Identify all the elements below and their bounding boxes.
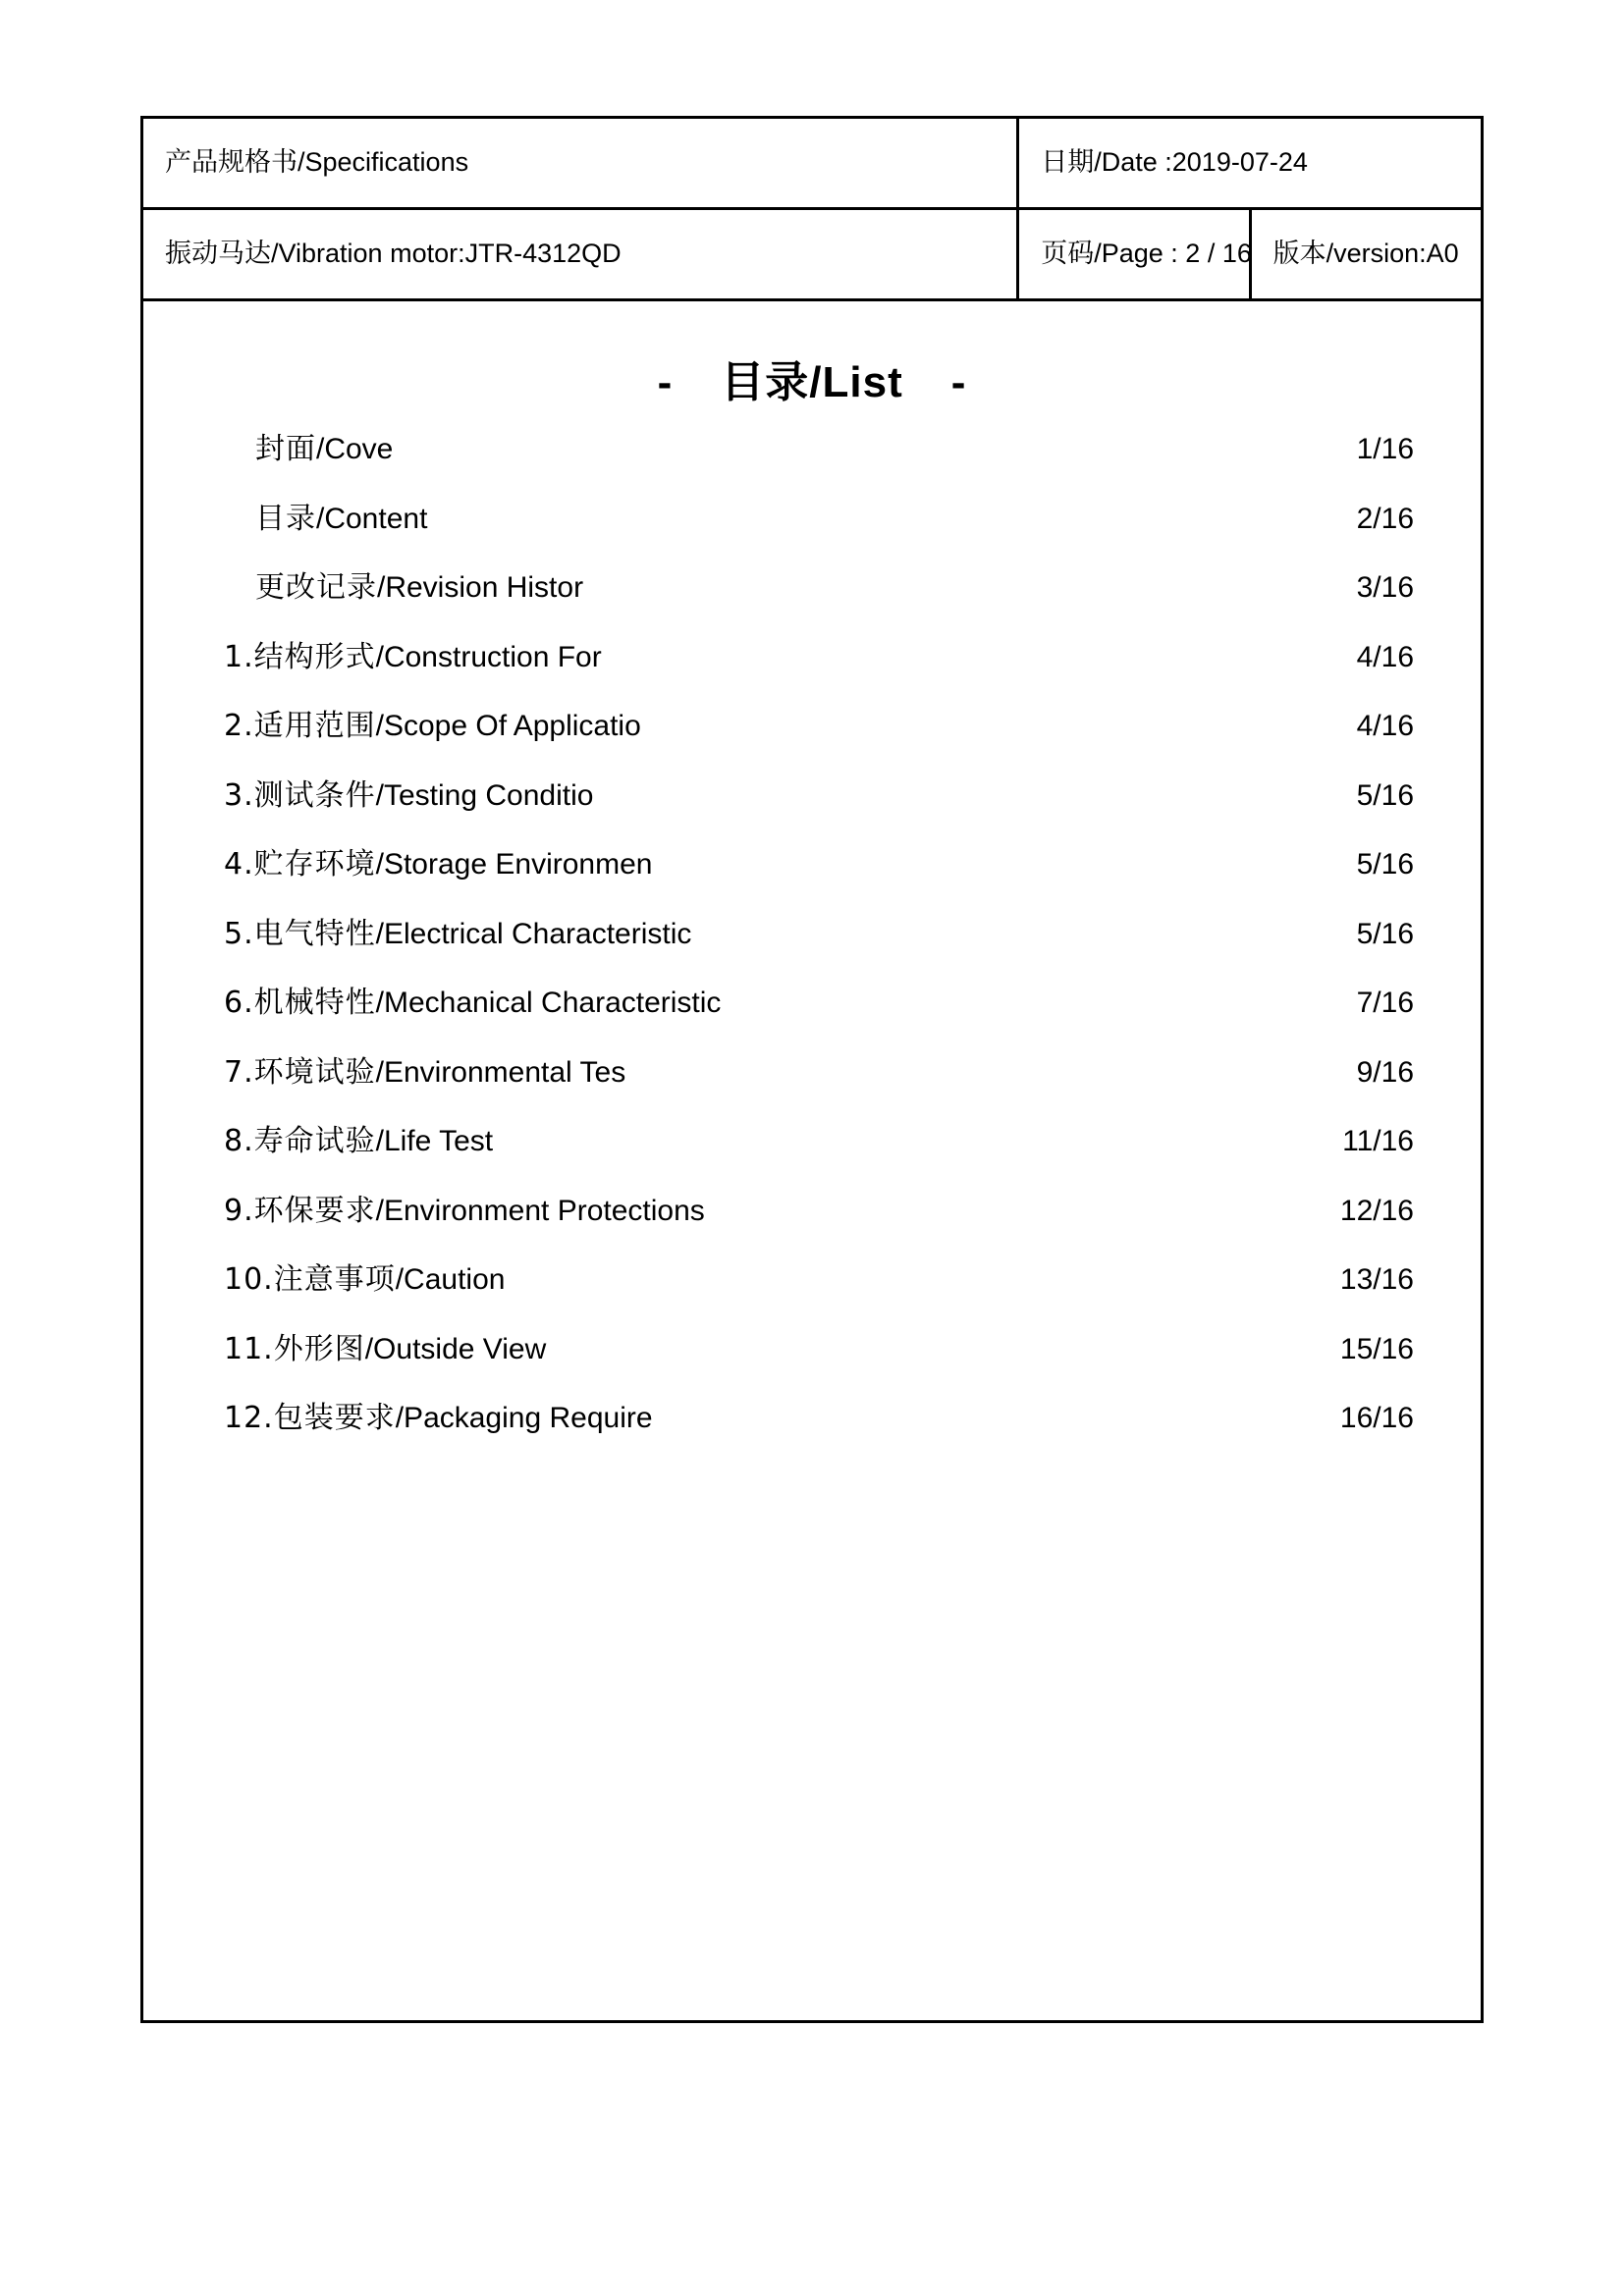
- toc-item-label: [224, 985, 721, 1022]
- toc-item-page-number: 5/16: [1356, 917, 1414, 950]
- doc-type-label-en: /Specifications: [298, 147, 469, 178]
- title-dash-right: -: [950, 358, 967, 406]
- toc-item-label-cjk: 4.贮存环境: [224, 847, 376, 881]
- toc-item-label-cjk: 封面: [255, 432, 316, 466]
- toc-row[interactable]: [200, 485, 1424, 555]
- toc-row[interactable]: [200, 1384, 1424, 1454]
- toc-item-label-en: /Mechanical Characteristic: [375, 987, 722, 1019]
- toc-item-label-en: /Scope Of Applicatio: [375, 710, 641, 742]
- doc-type-label-cjk: 产品规格书: [165, 147, 298, 179]
- page-label-en: /Page : 2 / 16: [1094, 239, 1252, 269]
- toc-item-label-cjk: 12.包装要求: [224, 1401, 396, 1435]
- toc-item-page-number: 4/16: [1356, 710, 1414, 742]
- toc-row[interactable]: [200, 1107, 1424, 1177]
- toc-item-page-number: 15/16: [1339, 1332, 1414, 1365]
- toc-item-label: [224, 1123, 493, 1160]
- toc-item-label: [224, 1400, 653, 1437]
- toc-item-label: [224, 1261, 505, 1299]
- page-title: [200, 347, 1424, 409]
- toc-item-label-cjk: 5.电气特性: [224, 916, 376, 951]
- toc-item-label-cjk: 更改记录: [255, 570, 377, 605]
- toc-row[interactable]: [200, 415, 1424, 485]
- toc-row[interactable]: [200, 900, 1424, 970]
- toc-row[interactable]: [200, 554, 1424, 623]
- toc-item-label: [224, 846, 652, 883]
- toc-item-page-number: 4/16: [1356, 640, 1414, 673]
- document-body: [140, 301, 1484, 2023]
- toc-item-page-number: 7/16: [1356, 987, 1414, 1019]
- toc-item-label-en: /Caution: [395, 1263, 506, 1296]
- document-header-table: [140, 116, 1484, 301]
- toc-item-label: [255, 569, 583, 607]
- toc-item-label-en: /Testing Conditio: [375, 778, 594, 812]
- table-of-contents: [200, 415, 1424, 1454]
- toc-row[interactable]: [200, 692, 1424, 762]
- toc-item-label-en: /Revision Histor: [377, 571, 584, 604]
- toc-item-page-number: 13/16: [1339, 1263, 1414, 1296]
- model-label-en: /Vibration motor:JTR-4312QD: [271, 239, 622, 269]
- version-label-en: /version:A0: [1326, 239, 1459, 269]
- toc-item-label: [224, 1193, 705, 1230]
- title-cjk: 目录: [721, 357, 810, 407]
- toc-row[interactable]: [200, 830, 1424, 900]
- toc-item-page-number: 9/16: [1356, 1055, 1414, 1089]
- toc-row[interactable]: [200, 623, 1424, 693]
- toc-item-label: [224, 777, 593, 815]
- toc-item-label: [255, 501, 427, 538]
- toc-item-label-en: /Packaging Require: [395, 1402, 653, 1434]
- version-label-cjk: 版本: [1272, 239, 1326, 270]
- toc-item-label-cjk: 9.环保要求: [224, 1193, 376, 1228]
- toc-item-label: [255, 431, 393, 468]
- toc-item-page-number: 2/16: [1356, 502, 1414, 535]
- title-en: /List: [809, 358, 903, 406]
- toc-row[interactable]: [200, 969, 1424, 1039]
- toc-item-page-number: 12/16: [1339, 1194, 1414, 1227]
- toc-item-label: [224, 708, 641, 745]
- toc-item-page-number: 16/16: [1339, 1402, 1414, 1434]
- toc-item-label-cjk: 7.环境试验: [224, 1054, 376, 1090]
- toc-item-label-en: /Life Test: [375, 1125, 494, 1157]
- toc-item-label-en: /Construction For: [375, 640, 602, 673]
- date-label-en: /Date :2019-07-24: [1094, 147, 1308, 178]
- toc-item-page-number: 11/16: [1342, 1125, 1414, 1157]
- toc-row[interactable]: [200, 762, 1424, 831]
- header-row-2: [142, 209, 1483, 300]
- toc-item-page-number: 5/16: [1356, 848, 1414, 881]
- toc-item-label-cjk: 2.适用范围: [224, 709, 376, 743]
- document-page: [140, 116, 1484, 1999]
- header-cell-version: [1250, 209, 1482, 300]
- toc-item-label: [224, 1331, 546, 1368]
- header-cell-page: [1018, 209, 1250, 300]
- header-cell-doc-type: [142, 118, 1018, 209]
- toc-item-label: [224, 639, 602, 676]
- toc-item-label-cjk: 3.测试条件: [224, 777, 376, 813]
- toc-row[interactable]: [200, 1177, 1424, 1247]
- toc-row[interactable]: [200, 1246, 1424, 1315]
- toc-item-label: [224, 916, 691, 953]
- toc-item-label-cjk: 8.寿命试验: [224, 1124, 376, 1158]
- toc-item-label-en: /Storage Environmen: [375, 848, 653, 881]
- toc-item-label-cjk: 1.结构形式: [224, 639, 376, 674]
- toc-item-label-cjk: 6.机械特性: [224, 986, 376, 1020]
- toc-item-page-number: 5/16: [1356, 778, 1414, 812]
- toc-item-label-en: /Outside View: [364, 1332, 547, 1365]
- toc-item-label-cjk: 11.外形图: [224, 1331, 365, 1366]
- toc-row[interactable]: [200, 1315, 1424, 1385]
- toc-item-label-en: /Content: [316, 502, 428, 535]
- header-cell-model: [142, 209, 1018, 300]
- page-label-cjk: 页码: [1041, 239, 1095, 270]
- toc-item-label-en: /Environmental Tes: [375, 1055, 626, 1089]
- toc-row[interactable]: [200, 1039, 1424, 1108]
- date-label-cjk: 日期: [1041, 147, 1095, 179]
- toc-item-label-en: /Environment Protections: [375, 1194, 705, 1227]
- header-row-1: [142, 118, 1483, 209]
- title-dash-left: -: [657, 358, 674, 406]
- toc-item-label-en: /Electrical Characteristic: [375, 917, 692, 950]
- toc-item-label-cjk: 目录: [255, 501, 316, 536]
- toc-item-label-en: /Cove: [316, 433, 394, 465]
- toc-item-label-cjk: 10.注意事项: [224, 1262, 396, 1297]
- toc-item-page-number: 3/16: [1356, 571, 1414, 604]
- toc-item-label: [224, 1054, 625, 1092]
- model-label-cjk: 振动马达: [165, 239, 271, 270]
- header-cell-date: [1018, 118, 1483, 209]
- toc-item-page-number: 1/16: [1356, 433, 1414, 465]
